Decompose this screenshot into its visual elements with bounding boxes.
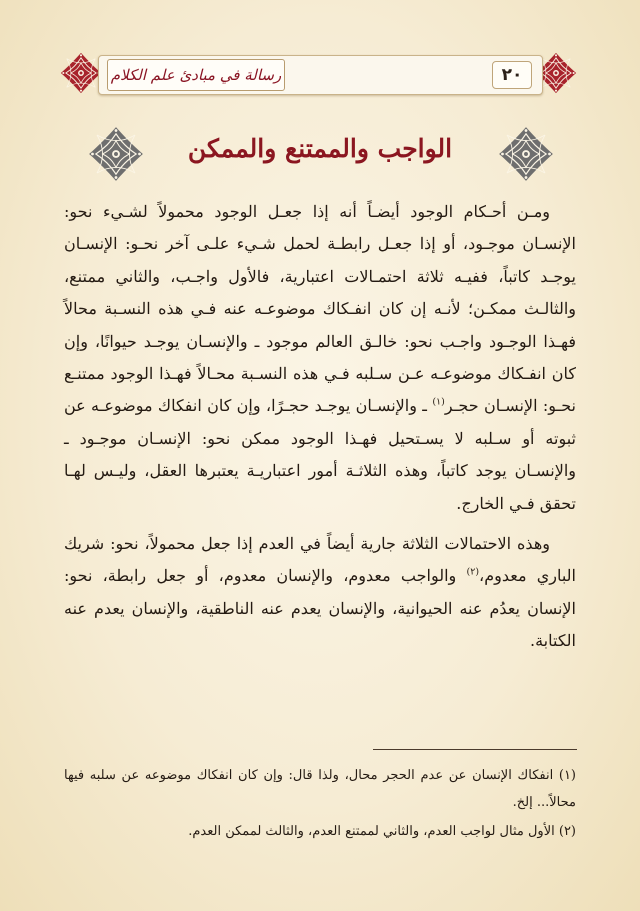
footnote-item: (٢) الأول مثال لواجب العدم، والثاني لممتنع العدم، والثالث لممكن العدم. xyxy=(188,824,576,839)
paragraph-text: ـ والإنسـان يوجـد حجـرًا، وإن كان انفكاك موضوعـه عن ثبوته أو سـلبه لا يسـتحيل فهـذا الوجود ممكن نحو: الإنسـان موجـود ـ والإنسـان يوجد كاتباً، وهذه الثلاثـة أمور اعتباريـة يعتبرها العقل، وليـس لهـا تحقق فـي الخارج. xyxy=(64,396,576,513)
footnote-marker: (١) xyxy=(432,397,445,409)
damask-ornament-gray-icon xyxy=(498,126,554,182)
page-number: ٢٠ xyxy=(492,61,532,89)
page-header xyxy=(98,55,543,95)
damask-ornament-red-icon xyxy=(60,52,102,94)
footnotes xyxy=(64,762,576,845)
section-title: الواجب والممتنع والممكن xyxy=(187,134,453,163)
footnote-separator xyxy=(373,749,577,750)
damask-ornament-gray-icon xyxy=(88,126,144,182)
book-title: رسالة في مبادئ علم الكلام xyxy=(107,59,285,91)
footnote-marker: (٢) xyxy=(466,567,480,579)
paragraph-text: والواجب معدوم، والإنسان معدوم، أو جعل رابطة، نحو: الإنسان يعدُم عنه الحيوانية، والإنسان يعدم عنه الناطقية، والإنسان يعدم عنه الكتابة. xyxy=(64,566,576,651)
main-body xyxy=(64,196,576,658)
paragraph xyxy=(64,196,576,520)
paragraph-text: ومـن أحـكام الوجود أيضـاً أنه إذا جعـل الوجود محمولاً لشـيء نحو: الإنسـان موجـود، أو إذا جعـل رابطـة لحمل شـيء علـى آخر نحـو: الإنسـان يوجـد كاتباً، ففيـه ثلاثة احتمـالات اعتبارية، فالأول واجـب، والثاني ممتنع، والثالـث ممكـن؛ لأنـه إن كان انفـكاك موضوعـه عنه فـي هذه النسـبة محالاً فهـذا الوجـود واجـب نحو: خالـق العالم موجود ـ والإنسـان يوجـد حيوانًا، وإن كان انفـكاك موضوعـه عـن سـلبه فـي هذه النسـبة محـالاً فهـذا الوجود ممتنـع نحـو: الإنسـان حجـر xyxy=(64,202,577,416)
footnote-item: (١) انفكاك الإنسان عن عدم الحجر محال، ولذا قال: وإن كان انفكاك موضوعه عن سلبه فيها محالاً... إلخ. xyxy=(64,768,576,810)
paragraph-text: وهذه الاحتمالات الثلاثة جارية أيضاً في العدم إذا جعل محمولاً، نحو: شريك الباري معدوم، xyxy=(64,534,576,586)
paragraph xyxy=(64,528,576,658)
